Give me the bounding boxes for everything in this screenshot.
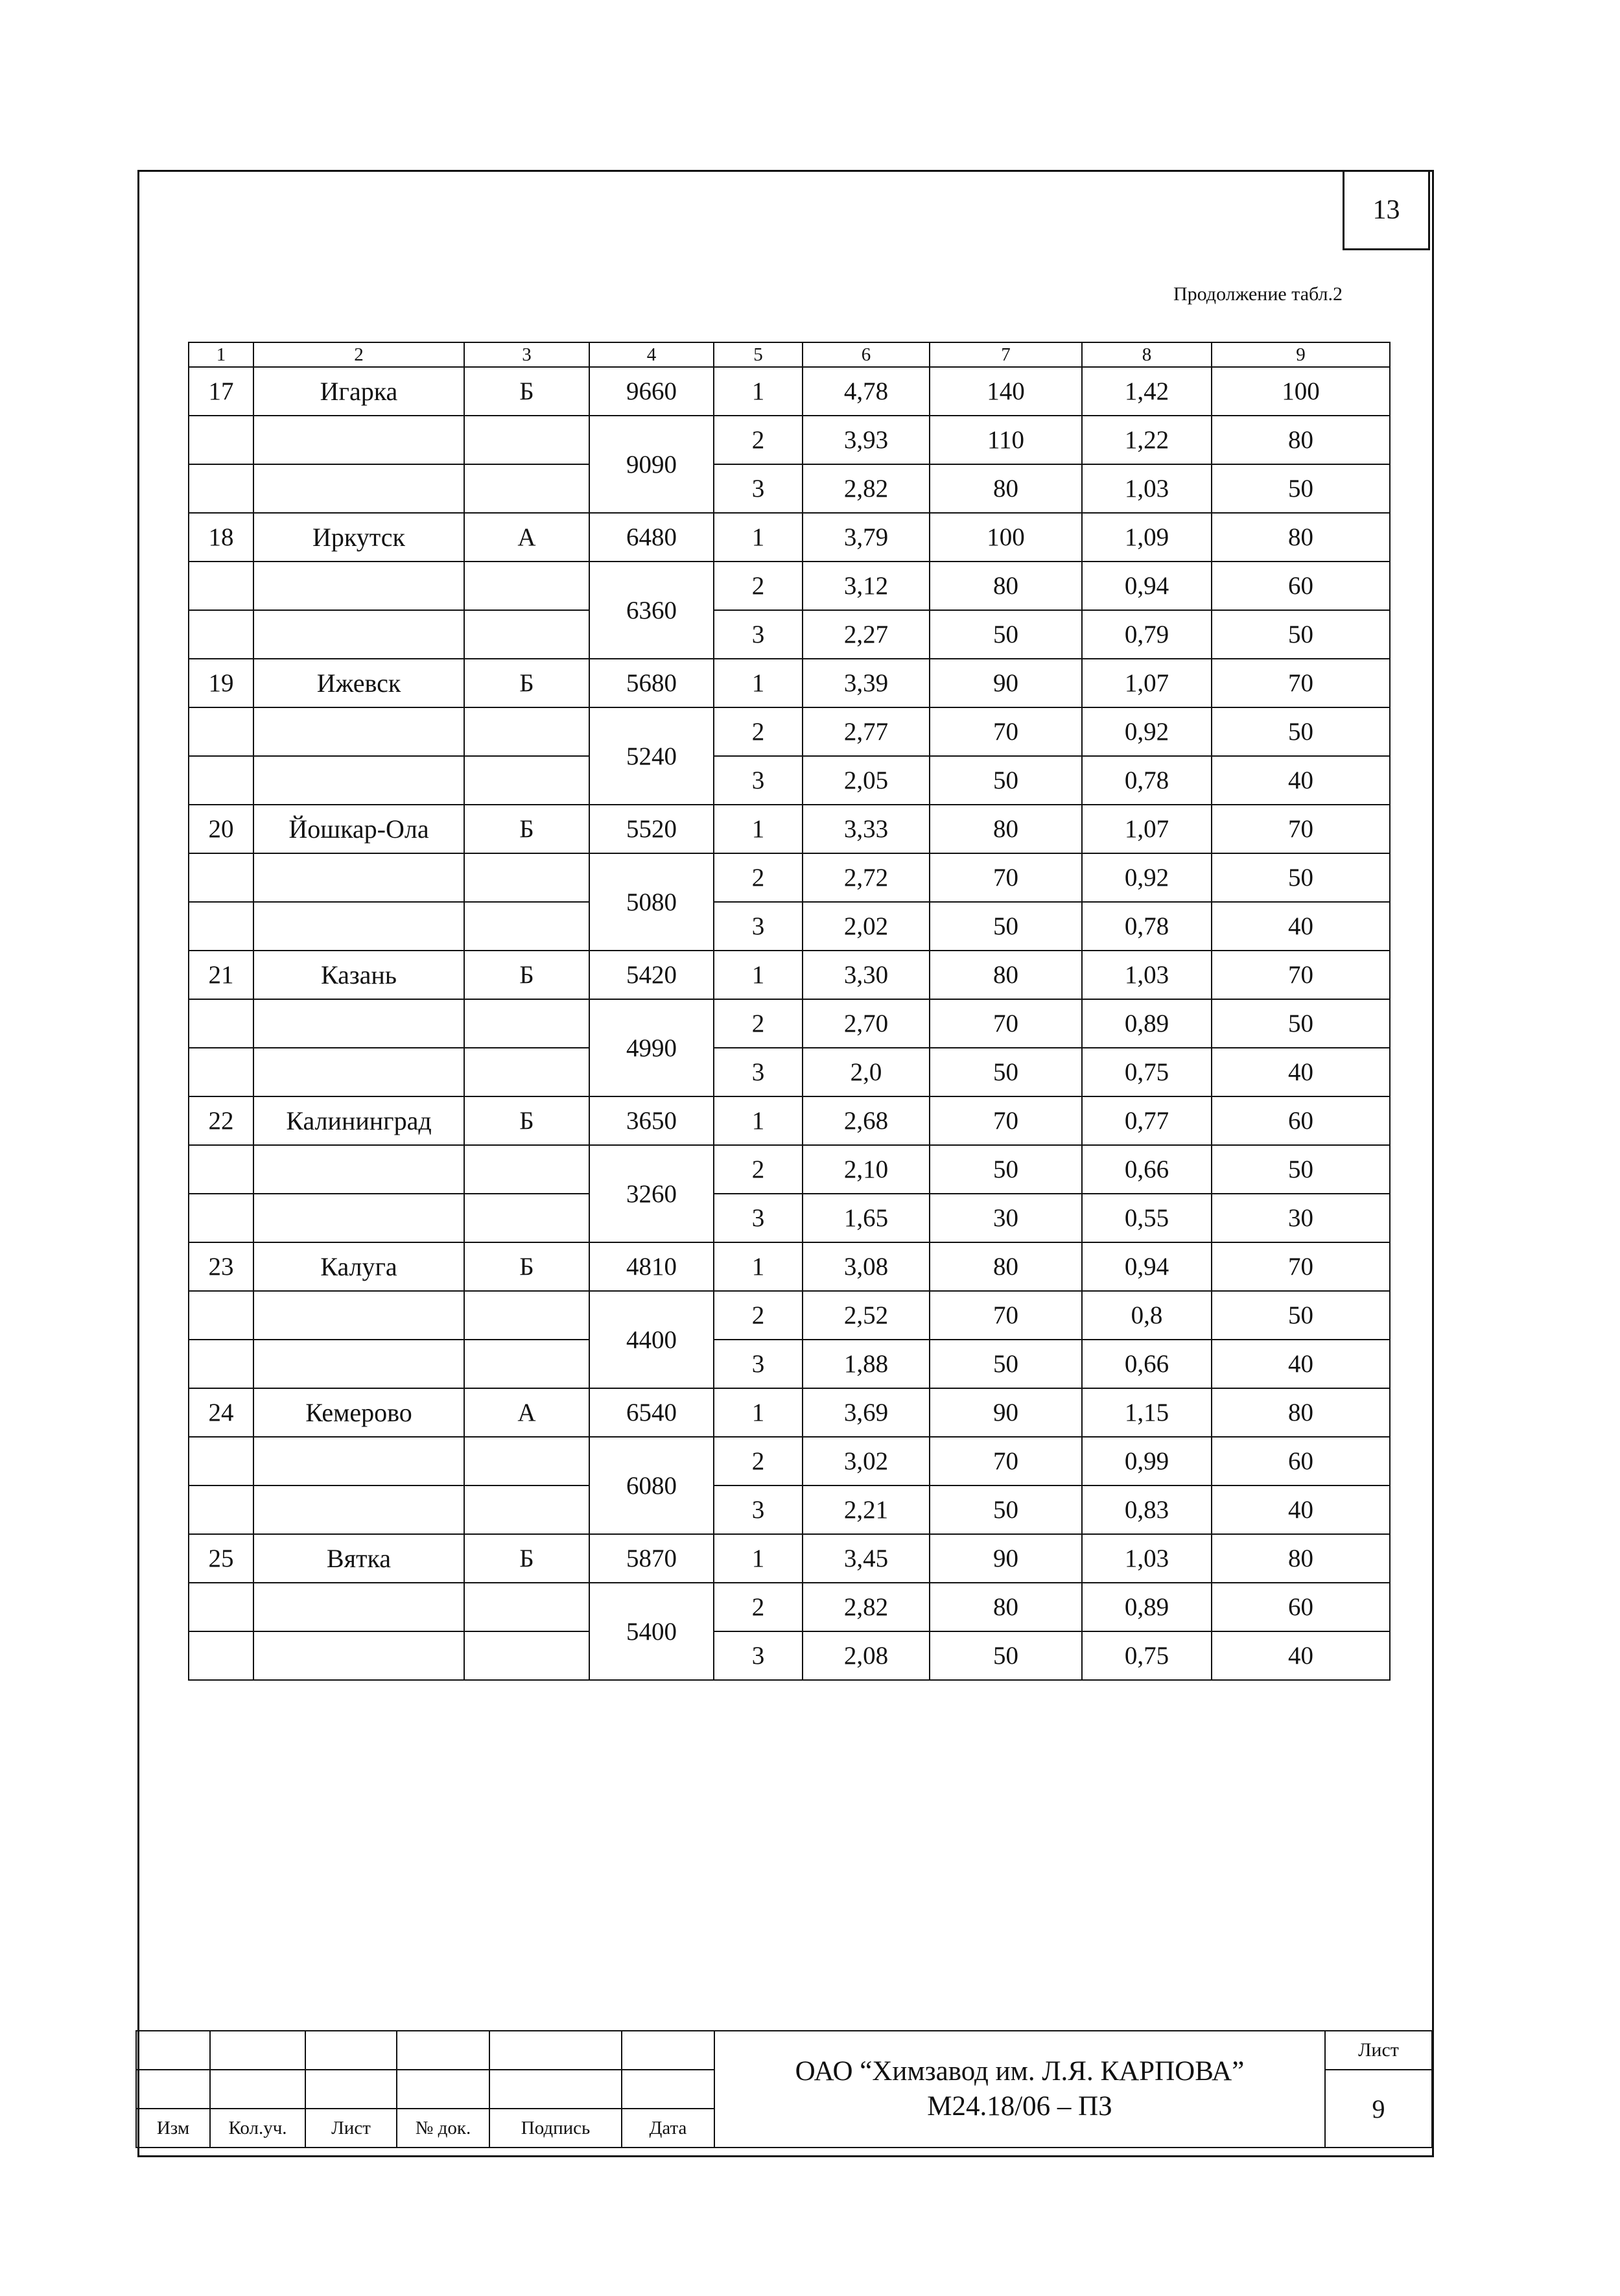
table-row (189, 707, 1390, 756)
table-cell: 50 (1212, 610, 1390, 659)
table-cell: 3,30 (803, 951, 930, 999)
table-cell: 1 (714, 513, 803, 562)
tb-cell (305, 2031, 397, 2070)
table-cell: 2,72 (803, 853, 930, 902)
table-cell: 70 (1212, 805, 1390, 853)
table-cell: 0,83 (1082, 1485, 1212, 1534)
empty-cell (464, 1145, 589, 1194)
table-cell: 80 (1212, 416, 1390, 464)
table-cell: 2 (714, 1583, 803, 1631)
table-row (189, 1534, 1390, 1583)
column-number: 7 (930, 342, 1082, 367)
table-cell: 3,33 (803, 805, 930, 853)
table-cell: 70 (930, 1096, 1082, 1145)
table-cell: 1,03 (1082, 1534, 1212, 1583)
city-name: Ижевск (253, 659, 464, 707)
table-row (189, 805, 1390, 853)
table-cell: 3,93 (803, 416, 930, 464)
table-cell: 60 (1212, 1437, 1390, 1485)
data-table (188, 342, 1391, 1681)
table-row (189, 1340, 1390, 1388)
zone: Б (464, 805, 589, 853)
table-cell: 30 (930, 1194, 1082, 1242)
table-cell: 60 (1212, 1096, 1390, 1145)
tb-cell (489, 2070, 622, 2109)
empty-cell (464, 902, 589, 951)
table-cell: 2 (714, 562, 803, 610)
table-cell: 80 (930, 1583, 1082, 1631)
table-cell: 70 (1212, 951, 1390, 999)
value-primary: 6540 (589, 1388, 714, 1437)
value-primary: 3650 (589, 1096, 714, 1145)
table-cell: 40 (1212, 902, 1390, 951)
column-number: 4 (589, 342, 714, 367)
zone: Б (464, 1534, 589, 1583)
value-primary: 5680 (589, 659, 714, 707)
table-cell: 2,21 (803, 1485, 930, 1534)
table-cell: 1,42 (1082, 367, 1212, 416)
tb-cell (136, 2031, 210, 2070)
page-number-box (1343, 170, 1430, 250)
table-cell: 1,07 (1082, 659, 1212, 707)
tb-cell (489, 2031, 622, 2070)
table-cell: 2,0 (803, 1048, 930, 1096)
table-cell: 50 (1212, 1145, 1390, 1194)
empty-cell (189, 1145, 253, 1194)
document-code: М24.18/06 – ПЗ (927, 2091, 1112, 2122)
empty-cell (253, 1194, 464, 1242)
city-name: Йошкар-Ола (253, 805, 464, 853)
empty-cell (253, 1583, 464, 1631)
empty-cell (189, 1631, 253, 1680)
table-row (189, 1145, 1390, 1194)
table-cell: 2 (714, 853, 803, 902)
table-row (189, 464, 1390, 513)
tb-title-cell (714, 2031, 1325, 2148)
table-cell: 50 (1212, 464, 1390, 513)
table-cell: 3,79 (803, 513, 930, 562)
table-cell: 3,39 (803, 659, 930, 707)
column-number: 3 (464, 342, 589, 367)
empty-cell (464, 999, 589, 1048)
column-number: 5 (714, 342, 803, 367)
table-row (189, 513, 1390, 562)
value-secondary: 4400 (589, 1291, 714, 1388)
value-secondary: 6080 (589, 1437, 714, 1534)
table-cell: 80 (930, 805, 1082, 853)
table-cell: 0,94 (1082, 562, 1212, 610)
empty-cell (464, 416, 589, 464)
table-cell: 1,88 (803, 1340, 930, 1388)
row-number: 25 (189, 1534, 253, 1583)
empty-cell (189, 1437, 253, 1485)
table-cell: 90 (930, 1534, 1082, 1583)
value-primary: 5520 (589, 805, 714, 853)
city-name: Калининград (253, 1096, 464, 1145)
table-cell: 0,78 (1082, 902, 1212, 951)
table-cell: 80 (930, 951, 1082, 999)
row-number: 21 (189, 951, 253, 999)
page-number: 13 (1372, 195, 1400, 225)
empty-cell (464, 1340, 589, 1388)
table-cell: 3 (714, 1631, 803, 1680)
empty-cell (253, 756, 464, 805)
table-cell: 1,09 (1082, 513, 1212, 562)
table-cell: 0,78 (1082, 756, 1212, 805)
table-cell: 70 (1212, 659, 1390, 707)
table-cell: 50 (930, 1485, 1082, 1534)
organization-name: ОАО “Химзавод им. Л.Я. КАРПОВА” (795, 2056, 1245, 2087)
table-cell: 70 (930, 999, 1082, 1048)
table-cell: 0,89 (1082, 1583, 1212, 1631)
table-cell: 0,92 (1082, 853, 1212, 902)
city-name: Кемерово (253, 1388, 464, 1437)
table-cell: 3 (714, 1048, 803, 1096)
empty-cell (189, 756, 253, 805)
table-cell: 0,55 (1082, 1194, 1212, 1242)
table-row (189, 610, 1390, 659)
table-caption: Продолжение табл.2 (1173, 283, 1343, 305)
column-number: 6 (803, 342, 930, 367)
value-primary: 9660 (589, 367, 714, 416)
table-cell: 50 (1212, 999, 1390, 1048)
table-cell: 3 (714, 1194, 803, 1242)
row-number: 20 (189, 805, 253, 853)
zone: Б (464, 951, 589, 999)
table-cell: 50 (930, 756, 1082, 805)
table-cell: 2,70 (803, 999, 930, 1048)
empty-cell (464, 1631, 589, 1680)
table-row (189, 853, 1390, 902)
table-cell: 2 (714, 999, 803, 1048)
column-number: 2 (253, 342, 464, 367)
city-name: Иркутск (253, 513, 464, 562)
sheet-number: 9 (1325, 2070, 1432, 2148)
row-number: 22 (189, 1096, 253, 1145)
table-cell: 0,94 (1082, 1242, 1212, 1291)
table-row (189, 416, 1390, 464)
label-kol-uch: Кол.уч. (210, 2109, 305, 2148)
table-cell: 1 (714, 1096, 803, 1145)
table-cell: 3 (714, 1485, 803, 1534)
table-cell: 1,22 (1082, 416, 1212, 464)
empty-cell (253, 1340, 464, 1388)
table-cell: 2 (714, 1437, 803, 1485)
empty-cell (464, 1485, 589, 1534)
sheet-label: Лист (1325, 2031, 1432, 2070)
value-primary: 6480 (589, 513, 714, 562)
table-cell: 2,05 (803, 756, 930, 805)
row-number: 18 (189, 513, 253, 562)
city-name: Казань (253, 951, 464, 999)
table-cell: 50 (930, 902, 1082, 951)
table-cell: 1 (714, 1534, 803, 1583)
table-cell: 3,08 (803, 1242, 930, 1291)
table-cell: 3,12 (803, 562, 930, 610)
table-cell: 1 (714, 659, 803, 707)
table-cell: 0,75 (1082, 1048, 1212, 1096)
table-cell: 0,66 (1082, 1340, 1212, 1388)
table-cell: 90 (930, 1388, 1082, 1437)
table-cell: 3,02 (803, 1437, 930, 1485)
table-cell: 2,82 (803, 464, 930, 513)
empty-cell (253, 416, 464, 464)
table-row (189, 1437, 1390, 1485)
empty-cell (189, 999, 253, 1048)
table-cell: 80 (930, 562, 1082, 610)
tb-cell (397, 2070, 489, 2109)
empty-cell (253, 1631, 464, 1680)
value-secondary: 4990 (589, 999, 714, 1096)
zone: Б (464, 1096, 589, 1145)
empty-cell (253, 1485, 464, 1534)
table-cell: 40 (1212, 756, 1390, 805)
table-row (189, 1631, 1390, 1680)
row-number: 17 (189, 367, 253, 416)
table-cell: 100 (1212, 367, 1390, 416)
empty-cell (464, 562, 589, 610)
table-cell: 90 (930, 659, 1082, 707)
zone: А (464, 513, 589, 562)
table-cell: 50 (930, 1048, 1082, 1096)
table-cell: 0,8 (1082, 1291, 1212, 1340)
table-cell: 3 (714, 756, 803, 805)
value-secondary: 5240 (589, 707, 714, 805)
value-secondary: 3260 (589, 1145, 714, 1242)
table-cell: 1 (714, 1242, 803, 1291)
label-signature: Подпись (489, 2109, 622, 2148)
table-cell: 2 (714, 1145, 803, 1194)
table-cell: 2 (714, 707, 803, 756)
table-cell: 80 (1212, 513, 1390, 562)
table-cell: 40 (1212, 1340, 1390, 1388)
table-cell: 80 (1212, 1534, 1390, 1583)
label-izm: Изм (136, 2109, 210, 2148)
table-cell: 0,92 (1082, 707, 1212, 756)
table-row (189, 1048, 1390, 1096)
tb-cell (397, 2031, 489, 2070)
table-row (189, 1242, 1390, 1291)
table-cell: 70 (930, 707, 1082, 756)
empty-cell (464, 853, 589, 902)
empty-cell (464, 1048, 589, 1096)
zone: А (464, 1388, 589, 1437)
table-cell: 2,02 (803, 902, 930, 951)
table-cell: 80 (930, 464, 1082, 513)
table-cell: 2,52 (803, 1291, 930, 1340)
empty-cell (464, 1437, 589, 1485)
empty-cell (253, 999, 464, 1048)
table-cell: 3 (714, 464, 803, 513)
empty-cell (253, 1048, 464, 1096)
table-cell: 1 (714, 951, 803, 999)
empty-cell (189, 562, 253, 610)
empty-cell (253, 1145, 464, 1194)
table-row (189, 1388, 1390, 1437)
table-cell: 1,15 (1082, 1388, 1212, 1437)
row-number: 19 (189, 659, 253, 707)
empty-cell (189, 707, 253, 756)
empty-cell (464, 1291, 589, 1340)
table-cell: 1 (714, 805, 803, 853)
table-cell: 2,68 (803, 1096, 930, 1145)
table-cell: 3 (714, 1340, 803, 1388)
empty-cell (253, 464, 464, 513)
table-cell: 40 (1212, 1048, 1390, 1096)
table-cell: 1,65 (803, 1194, 930, 1242)
empty-cell (464, 756, 589, 805)
empty-cell (189, 1048, 253, 1096)
city-name: Вятка (253, 1534, 464, 1583)
table-cell: 140 (930, 367, 1082, 416)
column-number: 9 (1212, 342, 1390, 367)
tb-cell (210, 2070, 305, 2109)
empty-cell (189, 1340, 253, 1388)
table-cell: 50 (1212, 707, 1390, 756)
empty-cell (189, 464, 253, 513)
label-date: Дата (622, 2109, 714, 2148)
table-cell: 50 (930, 1631, 1082, 1680)
tb-cell (210, 2031, 305, 2070)
city-name: Игарка (253, 367, 464, 416)
empty-cell (253, 1291, 464, 1340)
table-cell: 80 (1212, 1388, 1390, 1437)
table-row (189, 951, 1390, 999)
table-row (189, 659, 1390, 707)
empty-cell (253, 853, 464, 902)
empty-cell (253, 902, 464, 951)
row-number: 23 (189, 1242, 253, 1291)
column-number: 1 (189, 342, 253, 367)
empty-cell (189, 1583, 253, 1631)
empty-cell (189, 610, 253, 659)
table-cell: 50 (930, 1145, 1082, 1194)
table-cell: 40 (1212, 1485, 1390, 1534)
table-cell: 1,03 (1082, 951, 1212, 999)
table-cell: 3,45 (803, 1534, 930, 1583)
table-cell: 0,99 (1082, 1437, 1212, 1485)
table-cell: 60 (1212, 1583, 1390, 1631)
value-primary: 5870 (589, 1534, 714, 1583)
table-cell: 70 (930, 853, 1082, 902)
table-cell: 0,89 (1082, 999, 1212, 1048)
table-cell: 110 (930, 416, 1082, 464)
table-cell: 3,69 (803, 1388, 930, 1437)
table-row (189, 562, 1390, 610)
column-number: 8 (1082, 342, 1212, 367)
label-list: Лист (305, 2109, 397, 2148)
header-row (189, 342, 1390, 367)
table-cell: 2,10 (803, 1145, 930, 1194)
empty-cell (189, 902, 253, 951)
empty-cell (464, 1583, 589, 1631)
empty-cell (189, 1485, 253, 1534)
value-secondary: 5080 (589, 853, 714, 951)
empty-cell (189, 853, 253, 902)
empty-cell (253, 1437, 464, 1485)
value-primary: 5420 (589, 951, 714, 999)
table-row (189, 999, 1390, 1048)
table-cell: 40 (1212, 1631, 1390, 1680)
tb-cell (305, 2070, 397, 2109)
table-cell: 50 (930, 610, 1082, 659)
zone: Б (464, 367, 589, 416)
table-cell: 2,82 (803, 1583, 930, 1631)
table-row (189, 1291, 1390, 1340)
table-cell: 0,77 (1082, 1096, 1212, 1145)
table-cell: 2 (714, 416, 803, 464)
value-secondary: 5400 (589, 1583, 714, 1680)
table-row (189, 902, 1390, 951)
table-cell: 70 (930, 1437, 1082, 1485)
table-row (189, 1194, 1390, 1242)
tb-cell (622, 2070, 714, 2109)
zone: Б (464, 659, 589, 707)
value-primary: 4810 (589, 1242, 714, 1291)
tb-cell (622, 2031, 714, 2070)
empty-cell (189, 1291, 253, 1340)
table-row (189, 1485, 1390, 1534)
table-cell: 30 (1212, 1194, 1390, 1242)
table-cell: 1 (714, 367, 803, 416)
table-row (189, 367, 1390, 416)
table-row (189, 1096, 1390, 1145)
table-cell: 2,08 (803, 1631, 930, 1680)
table-row (189, 1583, 1390, 1631)
tb-cell (136, 2070, 210, 2109)
title-block (135, 2030, 1433, 2148)
row-number: 24 (189, 1388, 253, 1437)
city-name: Калуга (253, 1242, 464, 1291)
value-secondary: 9090 (589, 416, 714, 513)
table-cell: 70 (1212, 1242, 1390, 1291)
table-cell: 50 (1212, 1291, 1390, 1340)
table-cell: 3 (714, 902, 803, 951)
empty-cell (464, 610, 589, 659)
table-row (189, 756, 1390, 805)
table-cell: 0,75 (1082, 1631, 1212, 1680)
table-cell: 3 (714, 610, 803, 659)
table-cell: 60 (1212, 562, 1390, 610)
table-cell: 1,07 (1082, 805, 1212, 853)
empty-cell (189, 1194, 253, 1242)
table-cell: 2,27 (803, 610, 930, 659)
empty-cell (464, 1194, 589, 1242)
value-secondary: 6360 (589, 562, 714, 659)
table-cell: 0,79 (1082, 610, 1212, 659)
empty-cell (253, 707, 464, 756)
empty-cell (189, 416, 253, 464)
table-cell: 1 (714, 1388, 803, 1437)
empty-cell (464, 707, 589, 756)
table-cell: 80 (930, 1242, 1082, 1291)
table-cell: 1,03 (1082, 464, 1212, 513)
table-cell: 2,77 (803, 707, 930, 756)
table-cell: 100 (930, 513, 1082, 562)
empty-cell (253, 610, 464, 659)
table-cell: 70 (930, 1291, 1082, 1340)
empty-cell (464, 464, 589, 513)
empty-cell (253, 562, 464, 610)
table-cell: 4,78 (803, 367, 930, 416)
table-cell: 2 (714, 1291, 803, 1340)
table-cell: 0,66 (1082, 1145, 1212, 1194)
zone: Б (464, 1242, 589, 1291)
table-cell: 50 (930, 1340, 1082, 1388)
label-doc-no: № док. (397, 2109, 489, 2148)
table-cell: 50 (1212, 853, 1390, 902)
